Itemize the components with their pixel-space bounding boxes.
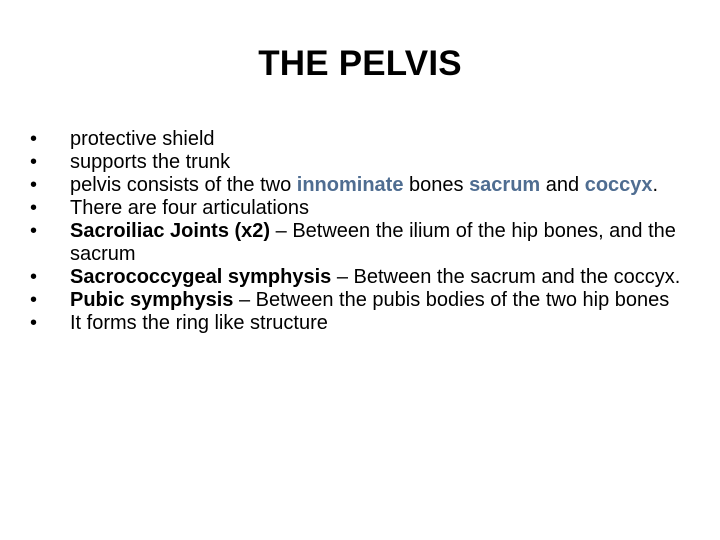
- bullet-text: – Between the sacrum and the coccyx.: [331, 266, 681, 288]
- slide-title: THE PELVIS: [258, 44, 462, 83]
- bullet-text: protective shield: [70, 128, 215, 150]
- bullet-dot: •: [30, 266, 38, 288]
- bullet-item: [30, 312, 690, 335]
- bullet-list: [30, 128, 690, 335]
- bullet-item: [30, 197, 690, 220]
- bullet-text: It forms the ring like structure: [70, 312, 328, 334]
- bullet-text: supports the trunk: [70, 151, 231, 173]
- bullet-dot: •: [30, 174, 38, 196]
- bullet-dot: •: [30, 289, 38, 311]
- bullet-dot: •: [30, 197, 38, 219]
- bullet-item: [30, 220, 690, 266]
- bullet-text: and: [540, 174, 585, 196]
- bullet-item: [30, 128, 690, 151]
- term-innominate: innominate: [296, 174, 404, 196]
- bullet-item: [30, 266, 690, 289]
- bullet-item: [30, 289, 690, 312]
- bullet-dot: •: [30, 128, 38, 150]
- term-sacroiliac-joints: Sacroiliac Joints (x2): [70, 220, 271, 242]
- bullet-text: – Between the pubis bodies of the two hip bones: [233, 289, 670, 311]
- bullet-text: – Between the ilium of the hip bones, and the sacrum: [70, 220, 676, 265]
- bullet-dot: •: [30, 312, 38, 334]
- bullet-item: [30, 151, 690, 174]
- bullet-dot: •: [30, 151, 38, 173]
- bullet-text: bones: [403, 174, 470, 196]
- term-pubic-symphysis: Pubic symphysis: [70, 289, 234, 311]
- bullet-text: There are four articulations: [70, 197, 310, 219]
- term-sacrum: sacrum: [469, 174, 541, 196]
- bullet-dot: •: [30, 220, 38, 242]
- bullet-text: pelvis consists of the two: [70, 174, 297, 196]
- bullet-text: .: [652, 174, 659, 196]
- bullet-item: [30, 174, 690, 197]
- term-sacrococcygeal-symphysis: Sacrococcygeal symphysis: [70, 266, 332, 288]
- term-coccyx: coccyx: [584, 174, 653, 196]
